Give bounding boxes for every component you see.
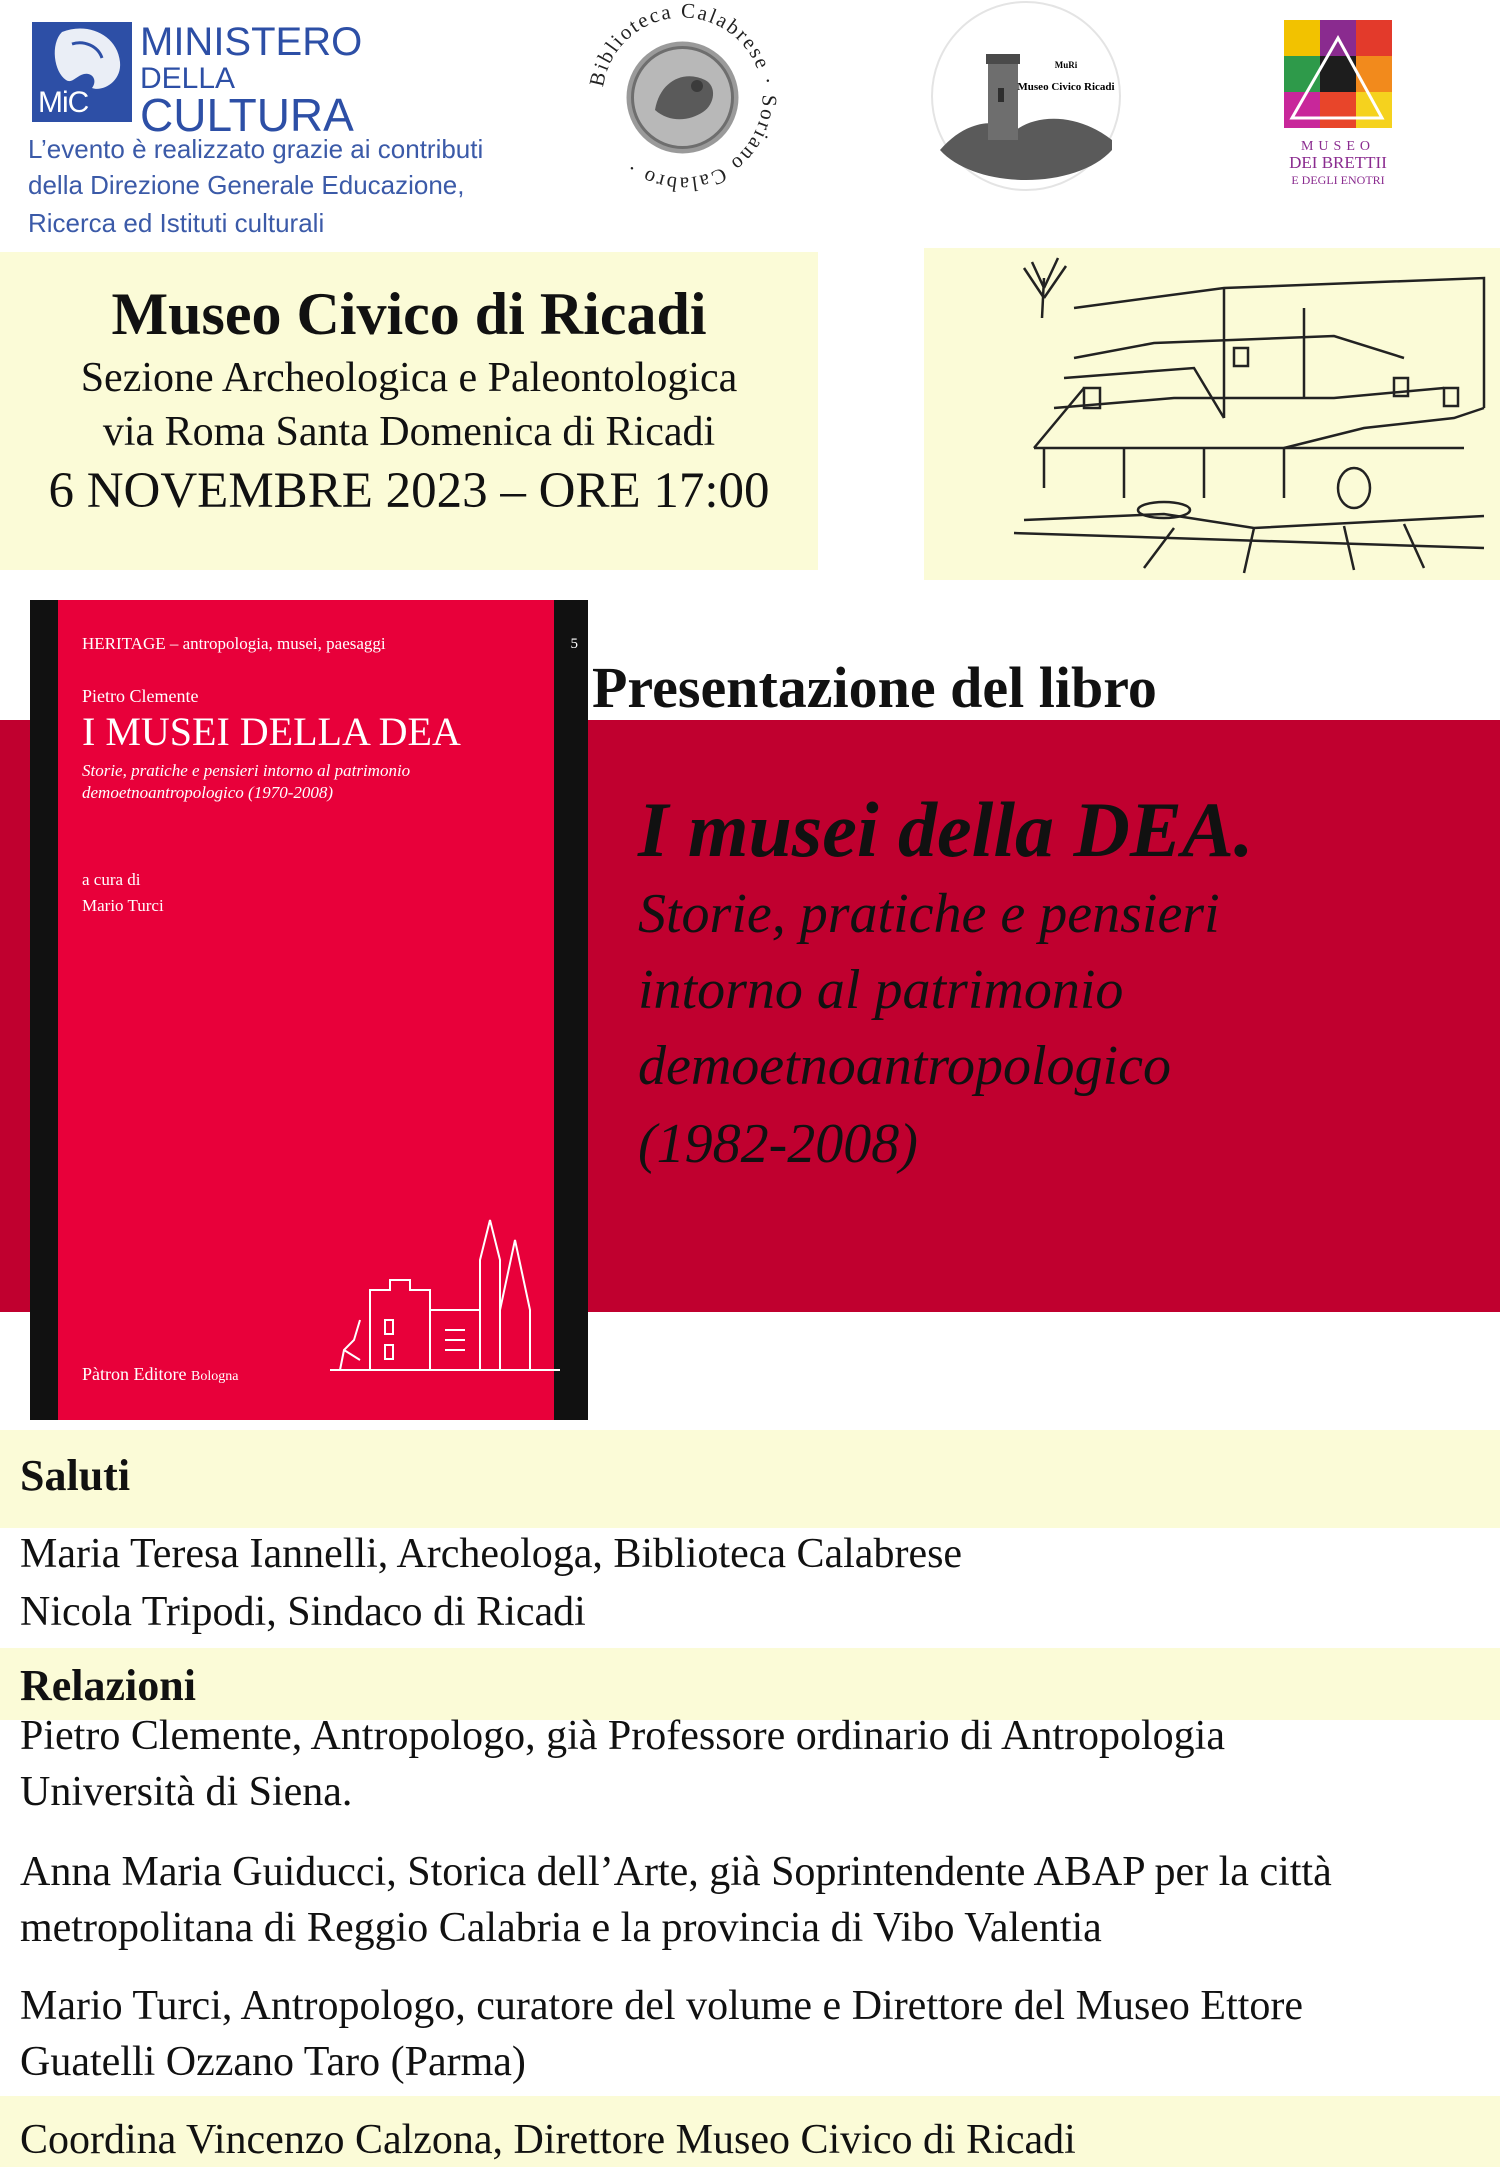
mic-emblem-text: MiC	[38, 86, 89, 119]
cover-left-bar	[30, 600, 58, 1420]
museum-sketch-illustration	[924, 248, 1500, 580]
speaker-line: Nicola Tripodi, Sindaco di Ricadi	[20, 1589, 586, 1635]
funding-note-line: Ricerca ed Istituti culturali	[28, 208, 325, 238]
speaker-line: Pietro Clemente, Antropologo, già Professore ordinario di Antropologia	[20, 1713, 1225, 1759]
museo-brettii-logo	[1282, 18, 1400, 190]
ministero-cultura-logo	[28, 14, 528, 244]
book-subtitle-line: (1982-2008)	[638, 1113, 918, 1175]
funding-note-line: L’evento è realizzato grazie ai contributi	[28, 134, 484, 164]
book-subtitle-line: intorno al patrimonio	[638, 959, 1124, 1021]
brettii-line: MUSEO	[1300, 139, 1376, 154]
speaker-line: Università di Siena.	[20, 1769, 353, 1815]
cover-subtitle: Storie, pratiche e pensieri intorno al patrimonio demoetnoantropologico (1970-2008)	[82, 761, 411, 803]
cover-series: HERITAGE – antropologia, musei, paesaggi	[82, 634, 386, 653]
cover-publisher-name: Pàtron Editore	[82, 1364, 187, 1384]
cover-curated-label: a cura di	[82, 870, 141, 889]
venue-info-box	[0, 252, 818, 570]
coordinator-line: Coordina Vincenzo Calzona, Direttore Museo Civico di Ricadi	[20, 2117, 1076, 2163]
cover-publisher-city: Bologna	[190, 1369, 239, 1384]
venue-section: Sezione Archeologica e Paleontologica	[80, 355, 738, 401]
relazioni-strip	[0, 1648, 1500, 1720]
ministero-name-line: MINISTERO	[140, 20, 363, 64]
ministero-name-line: CULTURA	[140, 89, 354, 141]
cover-editor: Mario Turci	[82, 896, 164, 915]
muri-label-bottom: Museo Civico Ricadi	[1017, 81, 1115, 93]
speaker-line: Guatelli Ozzano Taro (Parma)	[20, 2039, 526, 2085]
cover-title: I MUSEI DELLA DEA	[82, 709, 461, 754]
cover-author: Pietro Clemente	[82, 686, 199, 706]
saluti-strip	[0, 1430, 1500, 1528]
presentation-heading: Presentazione del libro	[592, 655, 1157, 720]
cover-publisher	[82, 1364, 238, 1385]
speaker-line: Anna Maria Guiducci, Storica dell’Arte, già Soprintendente ABAP per la città	[20, 1849, 1332, 1895]
museo-civico-ricadi-logo	[926, 0, 1126, 192]
skyline-drawing-icon	[330, 1200, 560, 1380]
speaker-line: Maria Teresa Iannelli, Archeologa, Biblioteca Calabrese	[20, 1531, 963, 1577]
book-title: I musei della DEA.	[638, 786, 1254, 873]
brettii-line: E DEGLI ENOTRI	[1291, 173, 1385, 187]
venue-address: via Roma Santa Domenica di Ricadi	[102, 409, 716, 455]
brettii-line: DEI BRETTII	[1289, 153, 1387, 172]
ministero-name-line: DELLA	[140, 62, 236, 95]
relazioni-heading: Relazioni	[20, 1661, 196, 1710]
biblioteca-calabrese-seal-icon	[585, 0, 780, 195]
speaker-line: metropolitana di Reggio Calabria e la provincia di Vibo Valentia	[20, 1905, 1102, 1951]
speaker-line: Mario Turci, Antropologo, curatore del volume e Direttore del Museo Ettore	[20, 1983, 1304, 2029]
book-subtitle-line: Storie, pratiche e pensieri	[638, 883, 1220, 945]
book-cover-image	[30, 600, 588, 1420]
muri-label-top: MuRi	[1054, 60, 1078, 70]
saluti-heading: Saluti	[20, 1451, 131, 1500]
mic-emblem-icon	[32, 22, 132, 122]
book-subtitle-line: demoetnoantropologico	[638, 1035, 1171, 1097]
venue-title: Museo Civico di Ricadi	[111, 281, 707, 347]
event-datetime: 6 NOVEMBRE 2023 – ORE 17:00	[48, 463, 770, 519]
seal-ring-text: Biblioteca Calabrese · Soriano Calabro ·	[585, 0, 780, 195]
funding-note-line: della Direzione Generale Educazione,	[28, 170, 465, 200]
cover-number: 5	[570, 636, 578, 652]
